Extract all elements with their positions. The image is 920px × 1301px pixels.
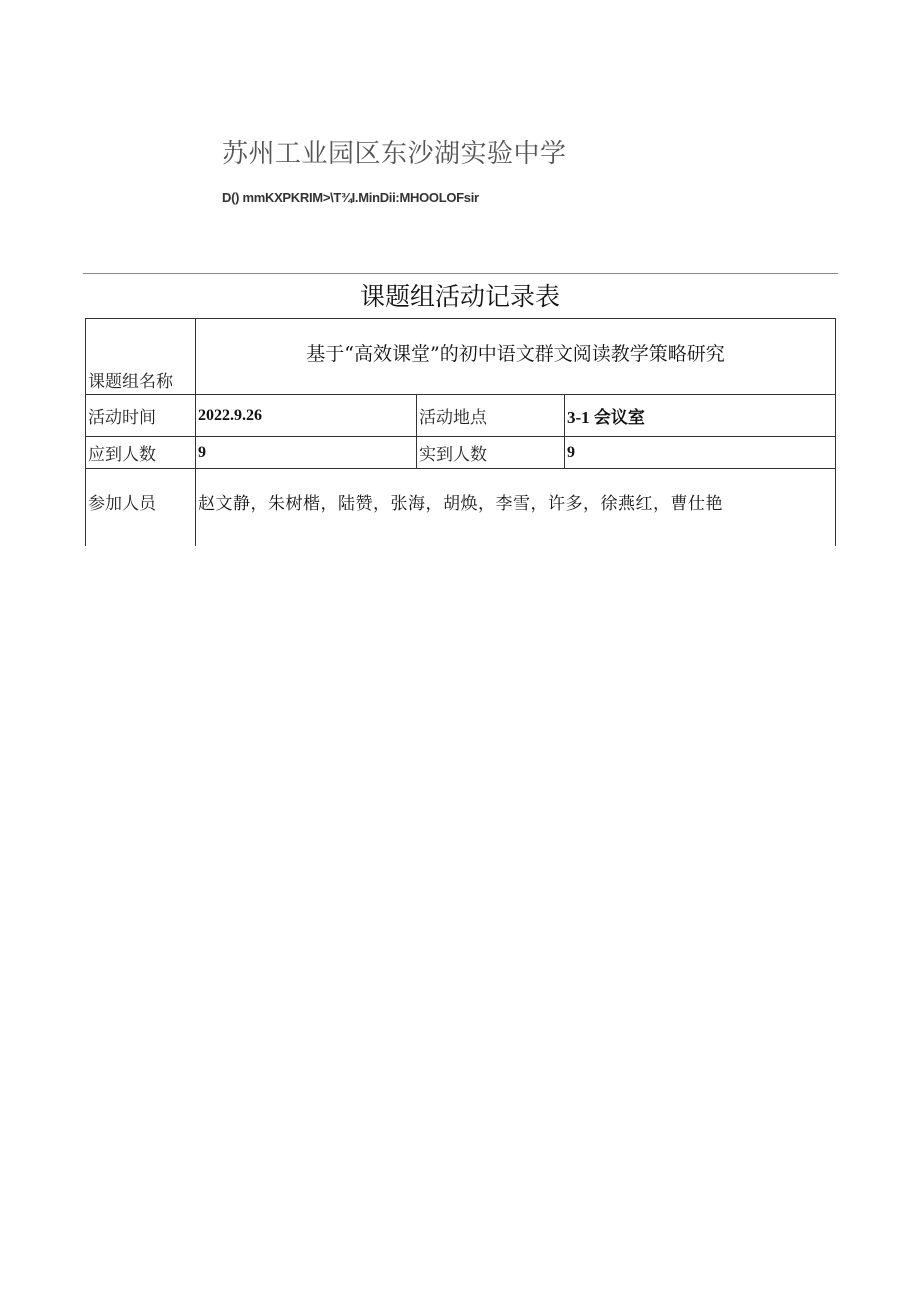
activity-place-value: [565, 395, 836, 437]
school-name: 苏州工业园区东沙湖实验中学: [222, 139, 567, 169]
members-label: 参加人员: [86, 469, 196, 547]
table-row-topic: [86, 319, 836, 395]
document-title: 课题组活动记录表: [359, 282, 560, 311]
header-divider: [83, 273, 838, 274]
members-value: 赵文静，朱树楷，陆赞，张海，胡焕，李雪，许多，徐燕红，曹仕艳: [196, 469, 836, 547]
activity-place-text: 3-1 会议室: [567, 408, 645, 427]
activity-time-value: 2022.9.26: [196, 395, 417, 437]
table-row-time-place: [86, 395, 836, 437]
actual-count-value: 9: [565, 437, 836, 469]
table-row-attendance: [86, 437, 836, 469]
expected-count-value: 9: [196, 437, 417, 469]
activity-place-label: 活动地点: [417, 395, 565, 437]
table-row-members: [86, 469, 836, 547]
expected-count-label: 应到人数: [86, 437, 196, 469]
school-name-english: D() mmKXPKRIM>\T¾I.MinDii:MHOOLOFsir: [222, 190, 479, 205]
actual-count-label: 实到人数: [417, 437, 565, 469]
activity-time-label: 活动时间: [86, 395, 196, 437]
topic-label: 课题组名称: [86, 319, 196, 395]
topic-value: 基于“高效课堂”的初中语文群文阅读教学策略研究: [196, 319, 836, 395]
activity-record-table: [85, 318, 836, 546]
